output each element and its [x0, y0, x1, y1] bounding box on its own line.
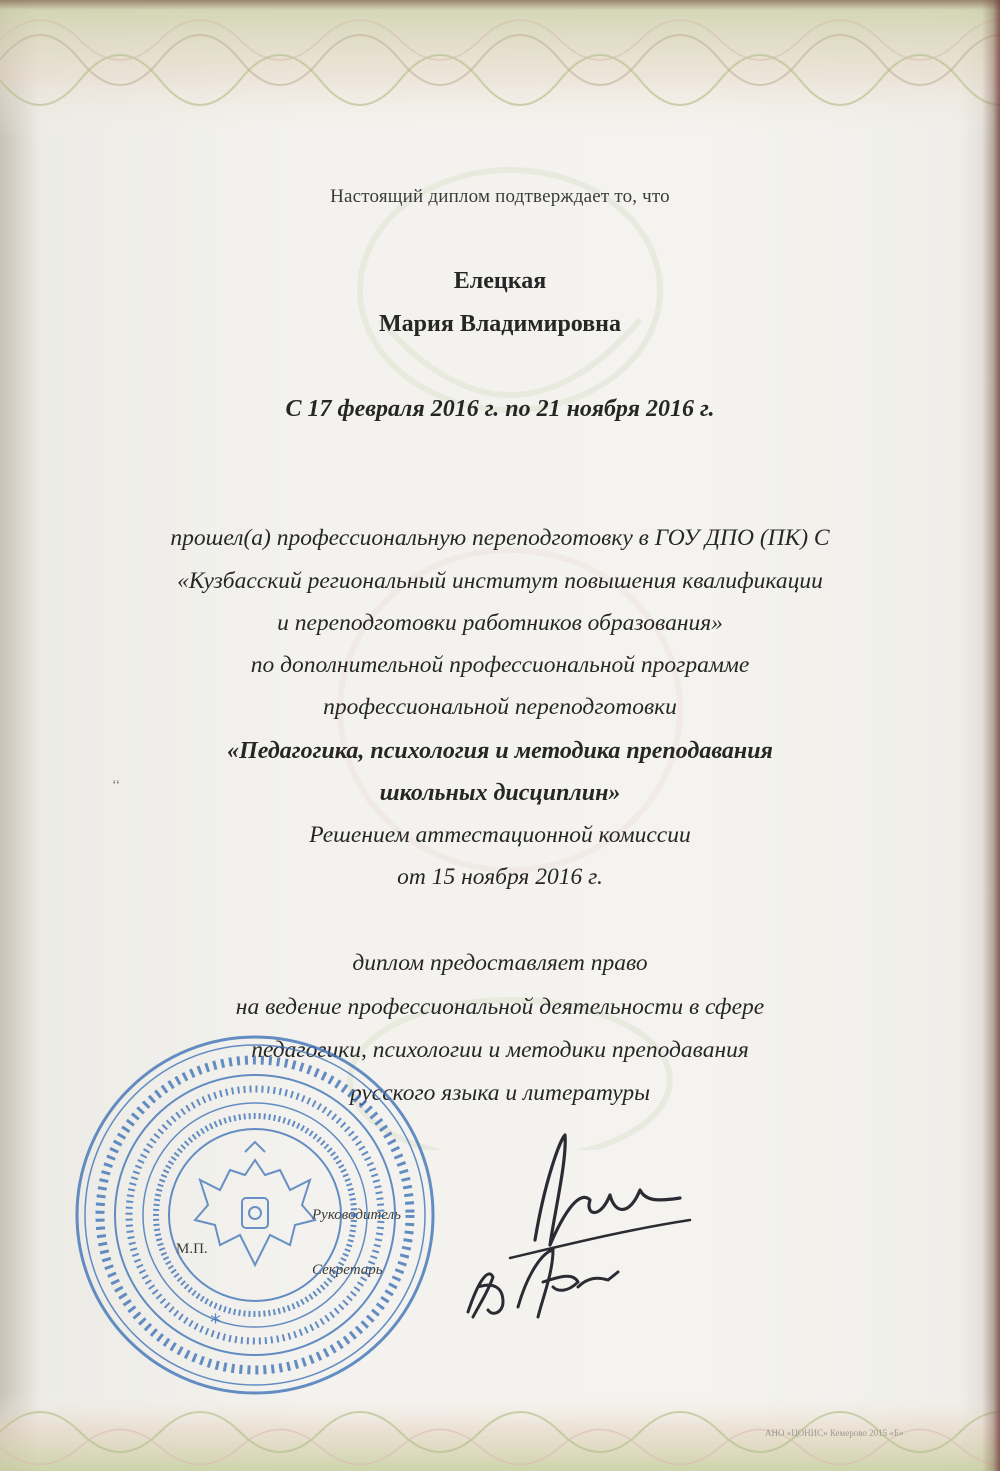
body-line: «Кузбасский региональный институт повышения квалификации	[177, 568, 823, 594]
body-line: профессиональной переподготовки	[323, 694, 677, 720]
rights-line: русского языка и литературы	[349, 1080, 651, 1106]
program-title-line: «Педагогика, психология и методика преподавания	[227, 738, 773, 764]
stray-mark: ‘‘	[112, 778, 121, 793]
rights-line: педагогики, психологии и методики преподавания	[251, 1037, 749, 1063]
rights-line: диплом предоставляет право	[352, 950, 648, 976]
head-signature-label: Руководитель	[312, 1207, 401, 1223]
holder-surname: Елецкая	[453, 268, 547, 294]
body-line: и переподготовки работников образования»	[277, 610, 723, 636]
official-stamp	[70, 1030, 440, 1400]
study-period: С 17 февраля 2016 г. по 21 ноября 2016 г.	[285, 396, 715, 422]
svg-text:*: *	[210, 1311, 221, 1336]
program-title-line: школьных дисциплин»	[379, 780, 621, 806]
secretary-signature	[448, 1232, 638, 1332]
coat-of-arms-icon	[195, 1142, 315, 1265]
paper-edge-right	[982, 0, 1000, 1471]
body-line: по дополнительной профессиональной программе	[250, 652, 750, 678]
holder-given-names: Мария Владимировна	[379, 311, 621, 337]
secretary-signature-label: Секретарь	[312, 1262, 383, 1278]
decision-line: Решением аттестационной комиссии	[309, 822, 691, 848]
rights-line: на ведение профессиональной деятельности в сфере	[235, 994, 765, 1020]
guilloche-border-top	[0, 0, 1000, 140]
seal-place-label: М.П.	[176, 1241, 208, 1257]
paper-edge-top	[0, 0, 1000, 10]
body-line: прошел(а) профессиональную переподготовку в ГОУ ДПО (ПК) С	[170, 525, 830, 551]
intro-text: Настоящий диплом подтверждает то, что	[330, 186, 670, 207]
decision-line: от 15 ноября 2016 г.	[397, 864, 603, 890]
printer-fineprint: АНО «ЦОНИС» Кемерово 2015 «Б»	[765, 1428, 904, 1438]
